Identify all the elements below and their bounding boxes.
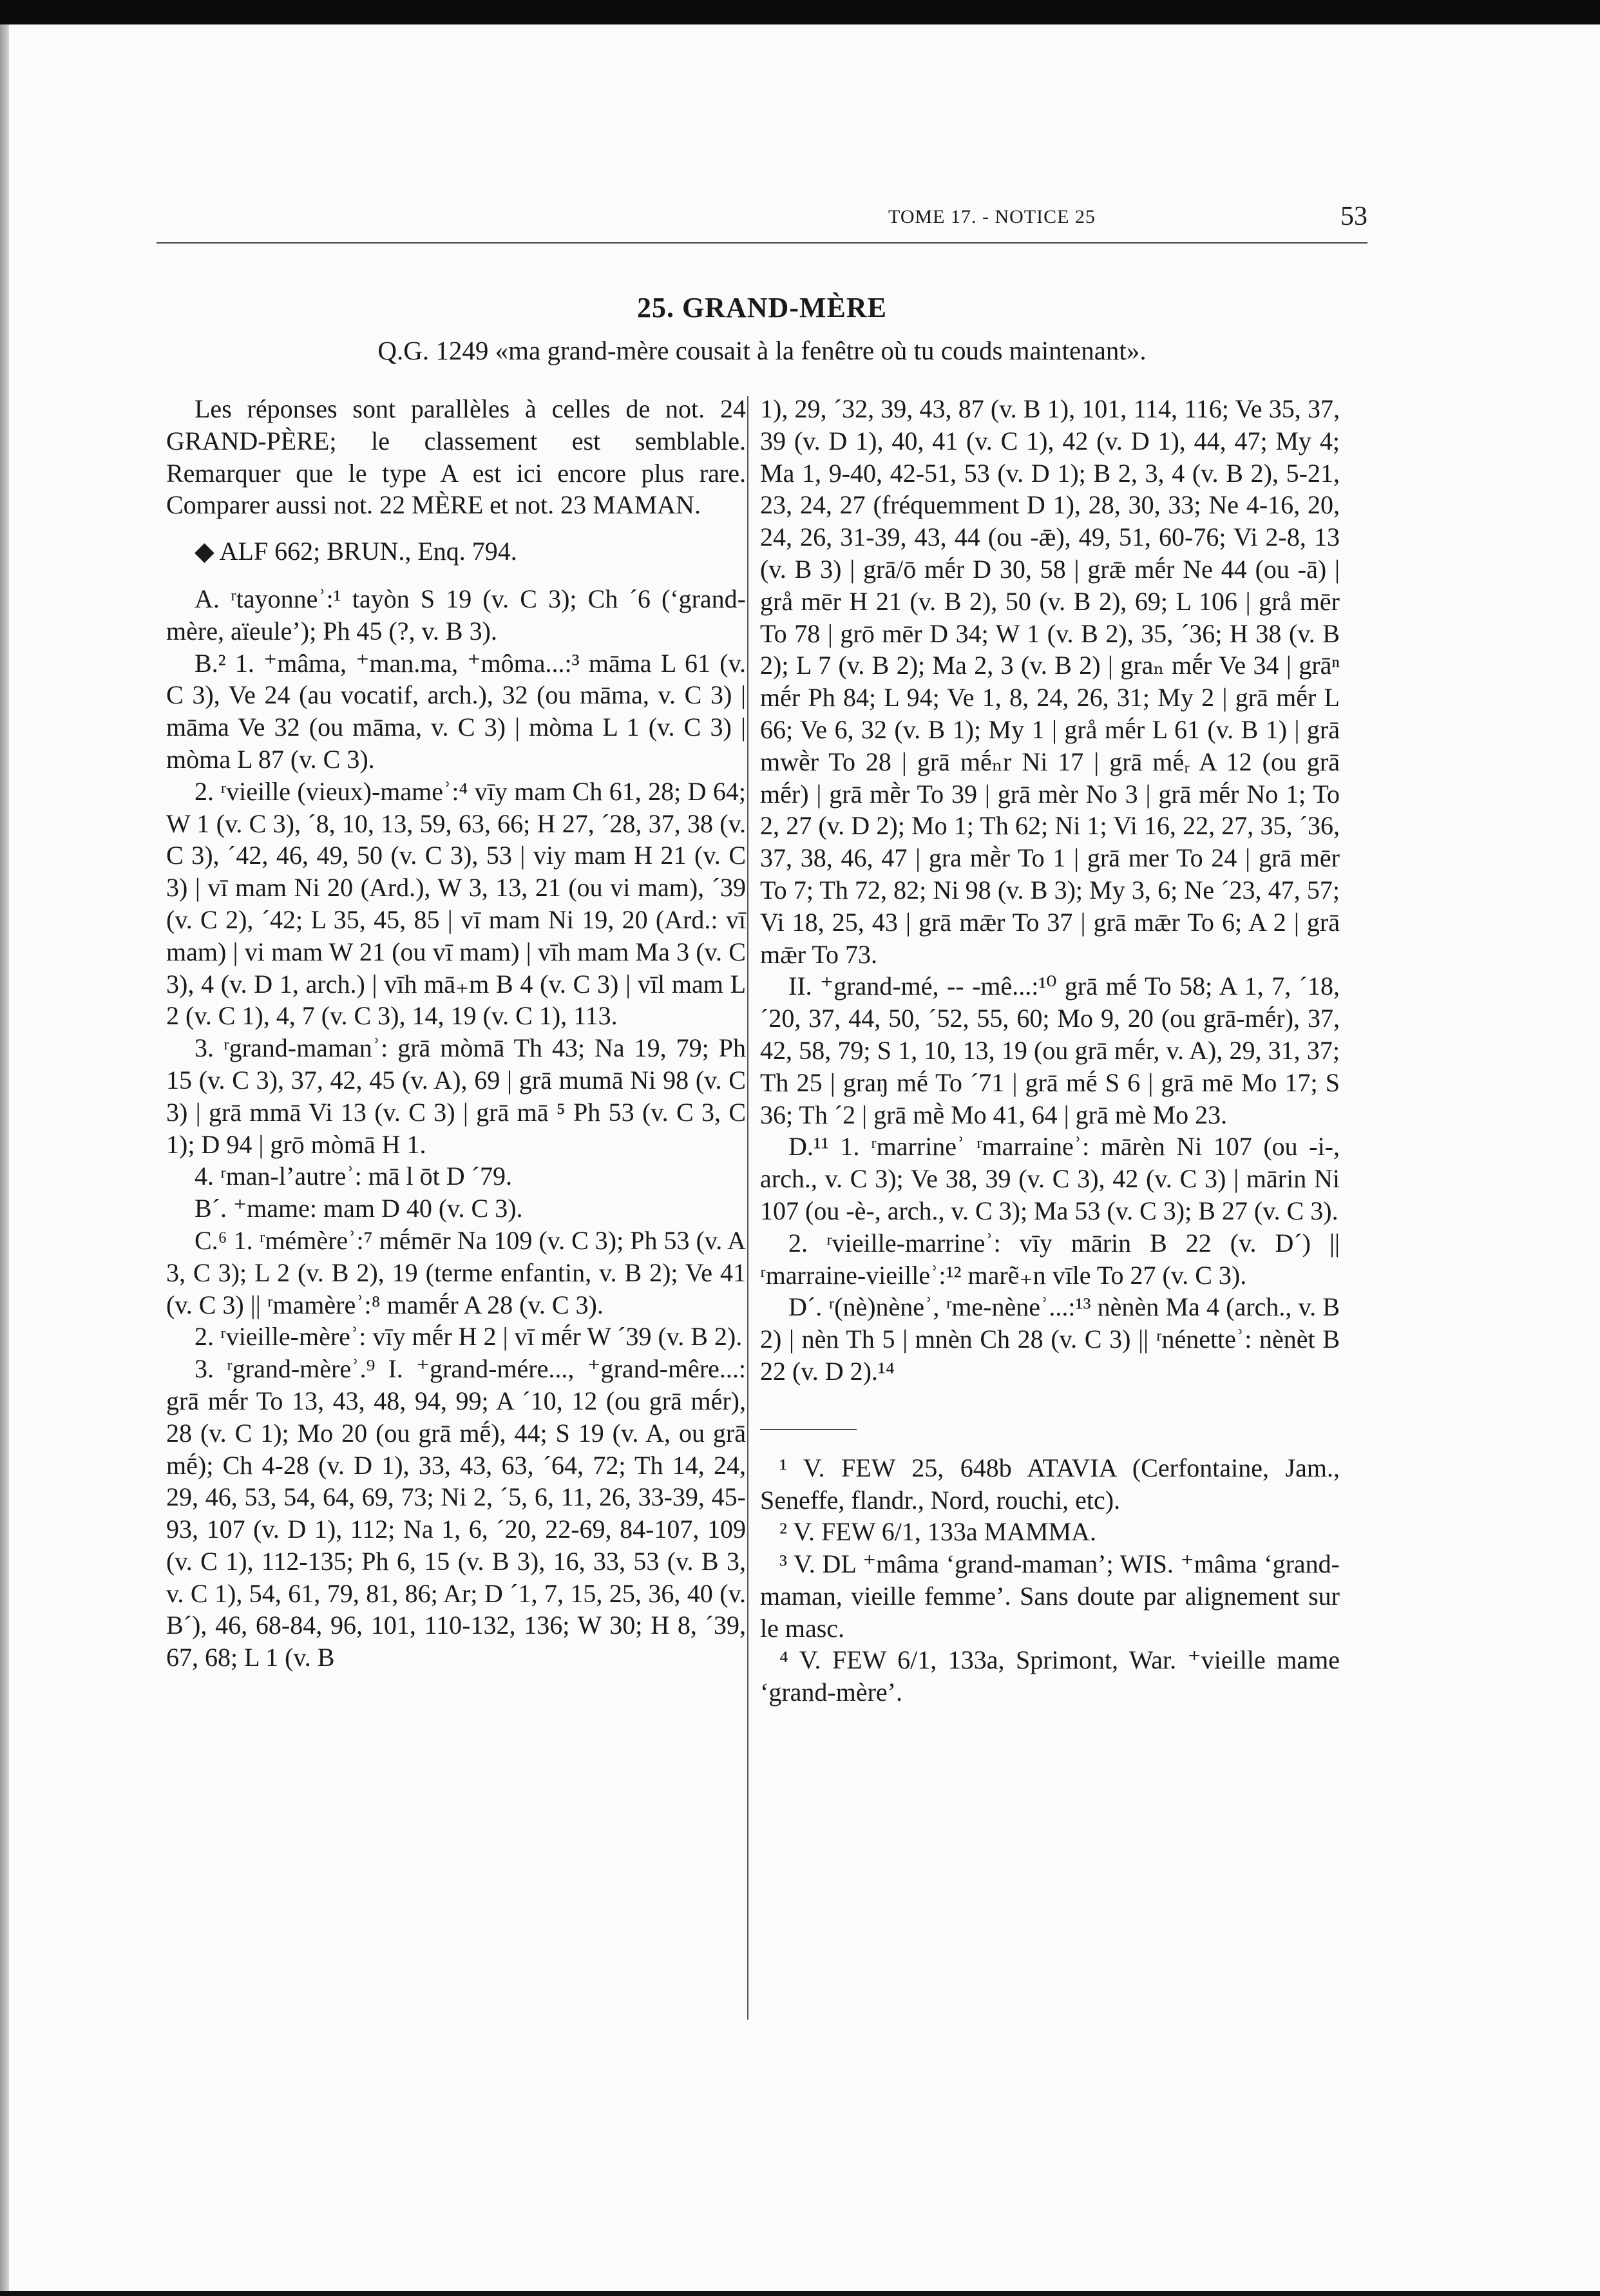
footnote: ³ V. DL ⁺mâma ‘grand-maman’; WIS. ⁺mâma ‘grand-maman, vieille femme’. Sans doute par alignement sur le masc. xyxy=(760,1549,1340,1643)
left-column xyxy=(166,393,746,1674)
entry-paragraph: B´. ⁺mame: mam D 40 (v. C 3). xyxy=(195,1194,523,1223)
entry-paragraph: B.² 1. ⁺mâma, ⁺man.ma, ⁺môma...:³ māma L 61 (v. C 3), Ve 24 (au vocatif, arch.), 32 (ou māma, v. C 3) | māma Ve 32 (ou māma, v. C 3) | mòma L 1 (v. C 3) | mòma L 87 (v. C 3). xyxy=(166,648,746,774)
header-rule xyxy=(157,242,1367,244)
footnote-rule xyxy=(760,1429,857,1430)
entry-paragraph: D´. ʳ(nè)nèneʾ, ʳme-nèneʾ...:¹³ nènèn Ma 4 (arch., v. B 2) | nèn Th 5 | mnèn Ch 28 (v. C 3) || ʳnénetteʾ: nènèt B 22 (v. D 2).¹⁴ xyxy=(760,1292,1340,1386)
article-title: 25. GRAND-MÈRE xyxy=(637,292,887,323)
references-line: ◆ ALF 662; BRUN., Enq. 794. xyxy=(195,537,517,566)
entry-paragraph: 4. ʳman-l’autreʾ: mā l ōt D ´79. xyxy=(195,1162,512,1191)
entry-paragraph: D.¹¹ 1. ʳmarrineʾ ʳmarraineʾ: mārèn Ni 107 (ou -i-, arch., v. C 3); Ve 38, 39 (v. C 3), 42 (v. C 3) | mārin Ni 107 (ou -è-, arch., v. C 3); Ma 53 (v. C 3); B 27 (v. C 3). xyxy=(760,1132,1340,1225)
scan-top-border xyxy=(0,0,1600,24)
entry-paragraph: II. ⁺grand-mé, -- -mê...:¹⁰ grā mḗ To 58; A 1, 7, ´18, ´20, 37, 44, 50, ´52, 55, 60; Mo 9, 20 (ou grā-mḗr), 37, 42, 58, 79; S 1, 10, 13, 19 (ou grā mḗr, v. A), 29, 31, 37; Th 25 | graŋ mḗ To ´71 | grā mḗ S 6 | grā mē Mo 17; S 36; Th ´2 | grā mḕ Mo 41, 64 | grā mè Mo 23. xyxy=(760,971,1340,1129)
footnote: ¹ V. FEW 25, 648b ATAVIA (Cerfontaine, Jam., Seneffe, flandr., Nord, rouchi, etc). xyxy=(760,1453,1340,1515)
scan-left-edge xyxy=(0,24,9,2291)
footnote: ⁴ V. FEW 6/1, 133a, Sprimont, War. ⁺vieille mame ‘grand-mère’. xyxy=(760,1645,1340,1707)
footnote: ² V. FEW 6/1, 133a MAMMA. xyxy=(779,1517,1097,1547)
scan-bottom-border xyxy=(0,2291,1600,2296)
page-number: 53 xyxy=(1340,202,1367,231)
intro-paragraph: Les réponses sont parallèles à celles de not. 24 GRAND-PÈRE; le classement est semblable. Remarquer que le type A est ici encore plus rare. Comparer aussi not. 22 MÈRE et not. 23 MAMAN. xyxy=(166,394,746,520)
running-head: TOME 17. - NOTICE 25 xyxy=(888,206,1096,227)
page-header xyxy=(618,200,1366,238)
survey-question: Q.G. 1249 «ma grand-mère cousait à la fenêtre où tu couds maintenant». xyxy=(377,336,1147,365)
entry-paragraph: 3. ʳgrand-mamanʾ: grā mòmā Th 43; Na 19, 79; Ph 15 (v. C 3), 37, 42, 45 (v. A), 69 | grā mumā Ni 98 (v. C 3) | grā mmā Vi 13 (v. C 3) | grā mā ⁵ Ph 53 (v. C 3, C 1); D 94 | grō mòmā H 1. xyxy=(166,1033,746,1159)
entry-paragraph: 2. ʳvieille (vieux)-mameʾ:⁴ vīy mam Ch 61, 28; D 64; W 1 (v. C 3), ´8, 10, 13, 59, 63, 66; H 27, ´28, 37, 38 (v. C 3), ´42, 46, 49, 50 (v. C 3), 53 | viy mam H 21 (v. C 3) | vī mam Ni 20 (Ard.), W 3, 13, 21 (ou vi mam), ´39 (v. C 2), ´42; L 35, 45, 85 | vī mam Ni 19, 20 (Ard.: vī mam) | vi mam W 21 (ou vī mam) | vīh mam Ma 3 (v. C 3), 4 (v. D 1, arch.) | vīh mā₊m B 4 (v. C 3) | vīl mam L 2 (v. C 1), 4, 7 (v. C 3), 14, 19 (v. C 1), 113. xyxy=(166,776,746,1031)
entry-paragraph: 2. ʳvieille-mèreʾ: vīy mḗr H 2 | vī mḗr W ´39 (v. B 2). xyxy=(195,1322,743,1352)
column-divider xyxy=(747,396,748,2020)
entry-paragraph: 3. ʳgrand-mèreʾ.⁹ I. ⁺grand-mére..., ⁺grand-mêre...: grā mḗr To 13, 43, 48, 94, 99; A ´10, 12 (ou grā mḗr), 28 (v. C 1); Mo 20 (ou grā mḗ), 44; S 19 (v. A, ou grā mḗ); Ch 4-28 (v. D 1), 33, 43, 63, ´64, 72; Th 14, 24, 29, 46, 53, 54, 64, 69, 73; Ni 2, ´5, 6, 11, 26, 33-39, 45-93, 107 (v. D 1), 112; Na 1, 6, ´20, 22-69, 84-107, 109 (v. C 1), 112-135; Ph 6, 15 (v. B 3), 16, 33, 53 (v. B 3, v. C 1), 54, 61, 79, 81, 86; Ar; D ´1, 7, 15, 25, 36, 40 (v. B´), 46, 68-84, 96, 101, 110-132, 136; W 30; H 8, ´39, 67, 68; L 1 (v. B xyxy=(166,1354,746,1672)
entry-paragraph: 1), 29, ´32, 39, 43, 87 (v. B 1), 101, 114, 116; Ve 35, 37, 39 (v. D 1), 40, 41 (v. C 1), 42 (v. D 1), 44, 47; My 4; Ma 1, 9-40, 42-51, 53 (v. D 1); B 2, 3, 4 (v. B 2), 5-21, 23, 24, 27 (fréquemment D 1), 28, 30, 33; Ne 4-16, 20, 24, 26, 31-39, 43, 44 (ou -ǣ), 49, 51, 60-76; Vi 2-8, 13 (v. B 3) | grā/ō mḗr D 30, 58 | grǣ mḗr Ne 44 (ou -ā) | grå mēr H 21 (v. B 2), 50 (v. B 2), 69; L 106 | grå mēr To 78 | grō mēr D 34; W 1 (v. B 2), 35, ´36; H 38 (v. B 2); L 7 (v. B 2); Ma 2, 3 (v. B 2) | graₙ mḗr Ve 34 | grāⁿ mḗr Ph 84; L 94; Ve 1, 8, 24, 26, 31; My 2 | grā mḗr L 66; Ve 6, 32 (v. B 1); My 1 | grå mḗr L 61 (v. B 1) | grā mwḕr To 28 | grā mḗₙr Ni 17 | grā mḗᵣ A 12 (ou grā mḗr) | grā mḕr To 39 | grā mèr No 3 | grā mḗr No 1; To 2, 27 (v. D 2); Mo 1; Th 62; Ni 1; Vi 16, 22, 27, 35, ´36, 37, 38, 46, 47 | gra mḕr To 1 | grā mer To 24 | grā mēr To 7; Th 72, 82; Ni 98 (v. B 3); My 3, 6; Ne ´23, 47, 57; Vi 18, 25, 43 | grā mǣr To 37 | grā mǣr To 6; A 2 | grā mǣr To 73. xyxy=(760,394,1340,969)
entry-paragraph: A. ʳtayonneʾ:¹ tayòn S 19 (v. C 3); Ch ´6 (‘grand-mère, aïeule’); Ph 45 (?, v. B 3). xyxy=(166,584,746,646)
entry-paragraph: 2. ʳvieille-marrineʾ: vīy mārin B 22 (v. D´) || ʳmarraine-vieilleʾ:¹² marẽ₊n vīle To 27 (v. C 3). xyxy=(760,1228,1340,1290)
right-column xyxy=(760,393,1340,1708)
entry-paragraph: C.⁶ 1. ʳmémèreʾ:⁷ mḗmēr Na 109 (v. C 3); Ph 53 (v. A 3, C 3); L 2 (v. B 2), 19 (terme enfantin, v. B 2); Ve 41 (v. C 3) || ʳmamèreʾ:⁸ mamḗr A 28 (v. C 3). xyxy=(166,1225,746,1319)
